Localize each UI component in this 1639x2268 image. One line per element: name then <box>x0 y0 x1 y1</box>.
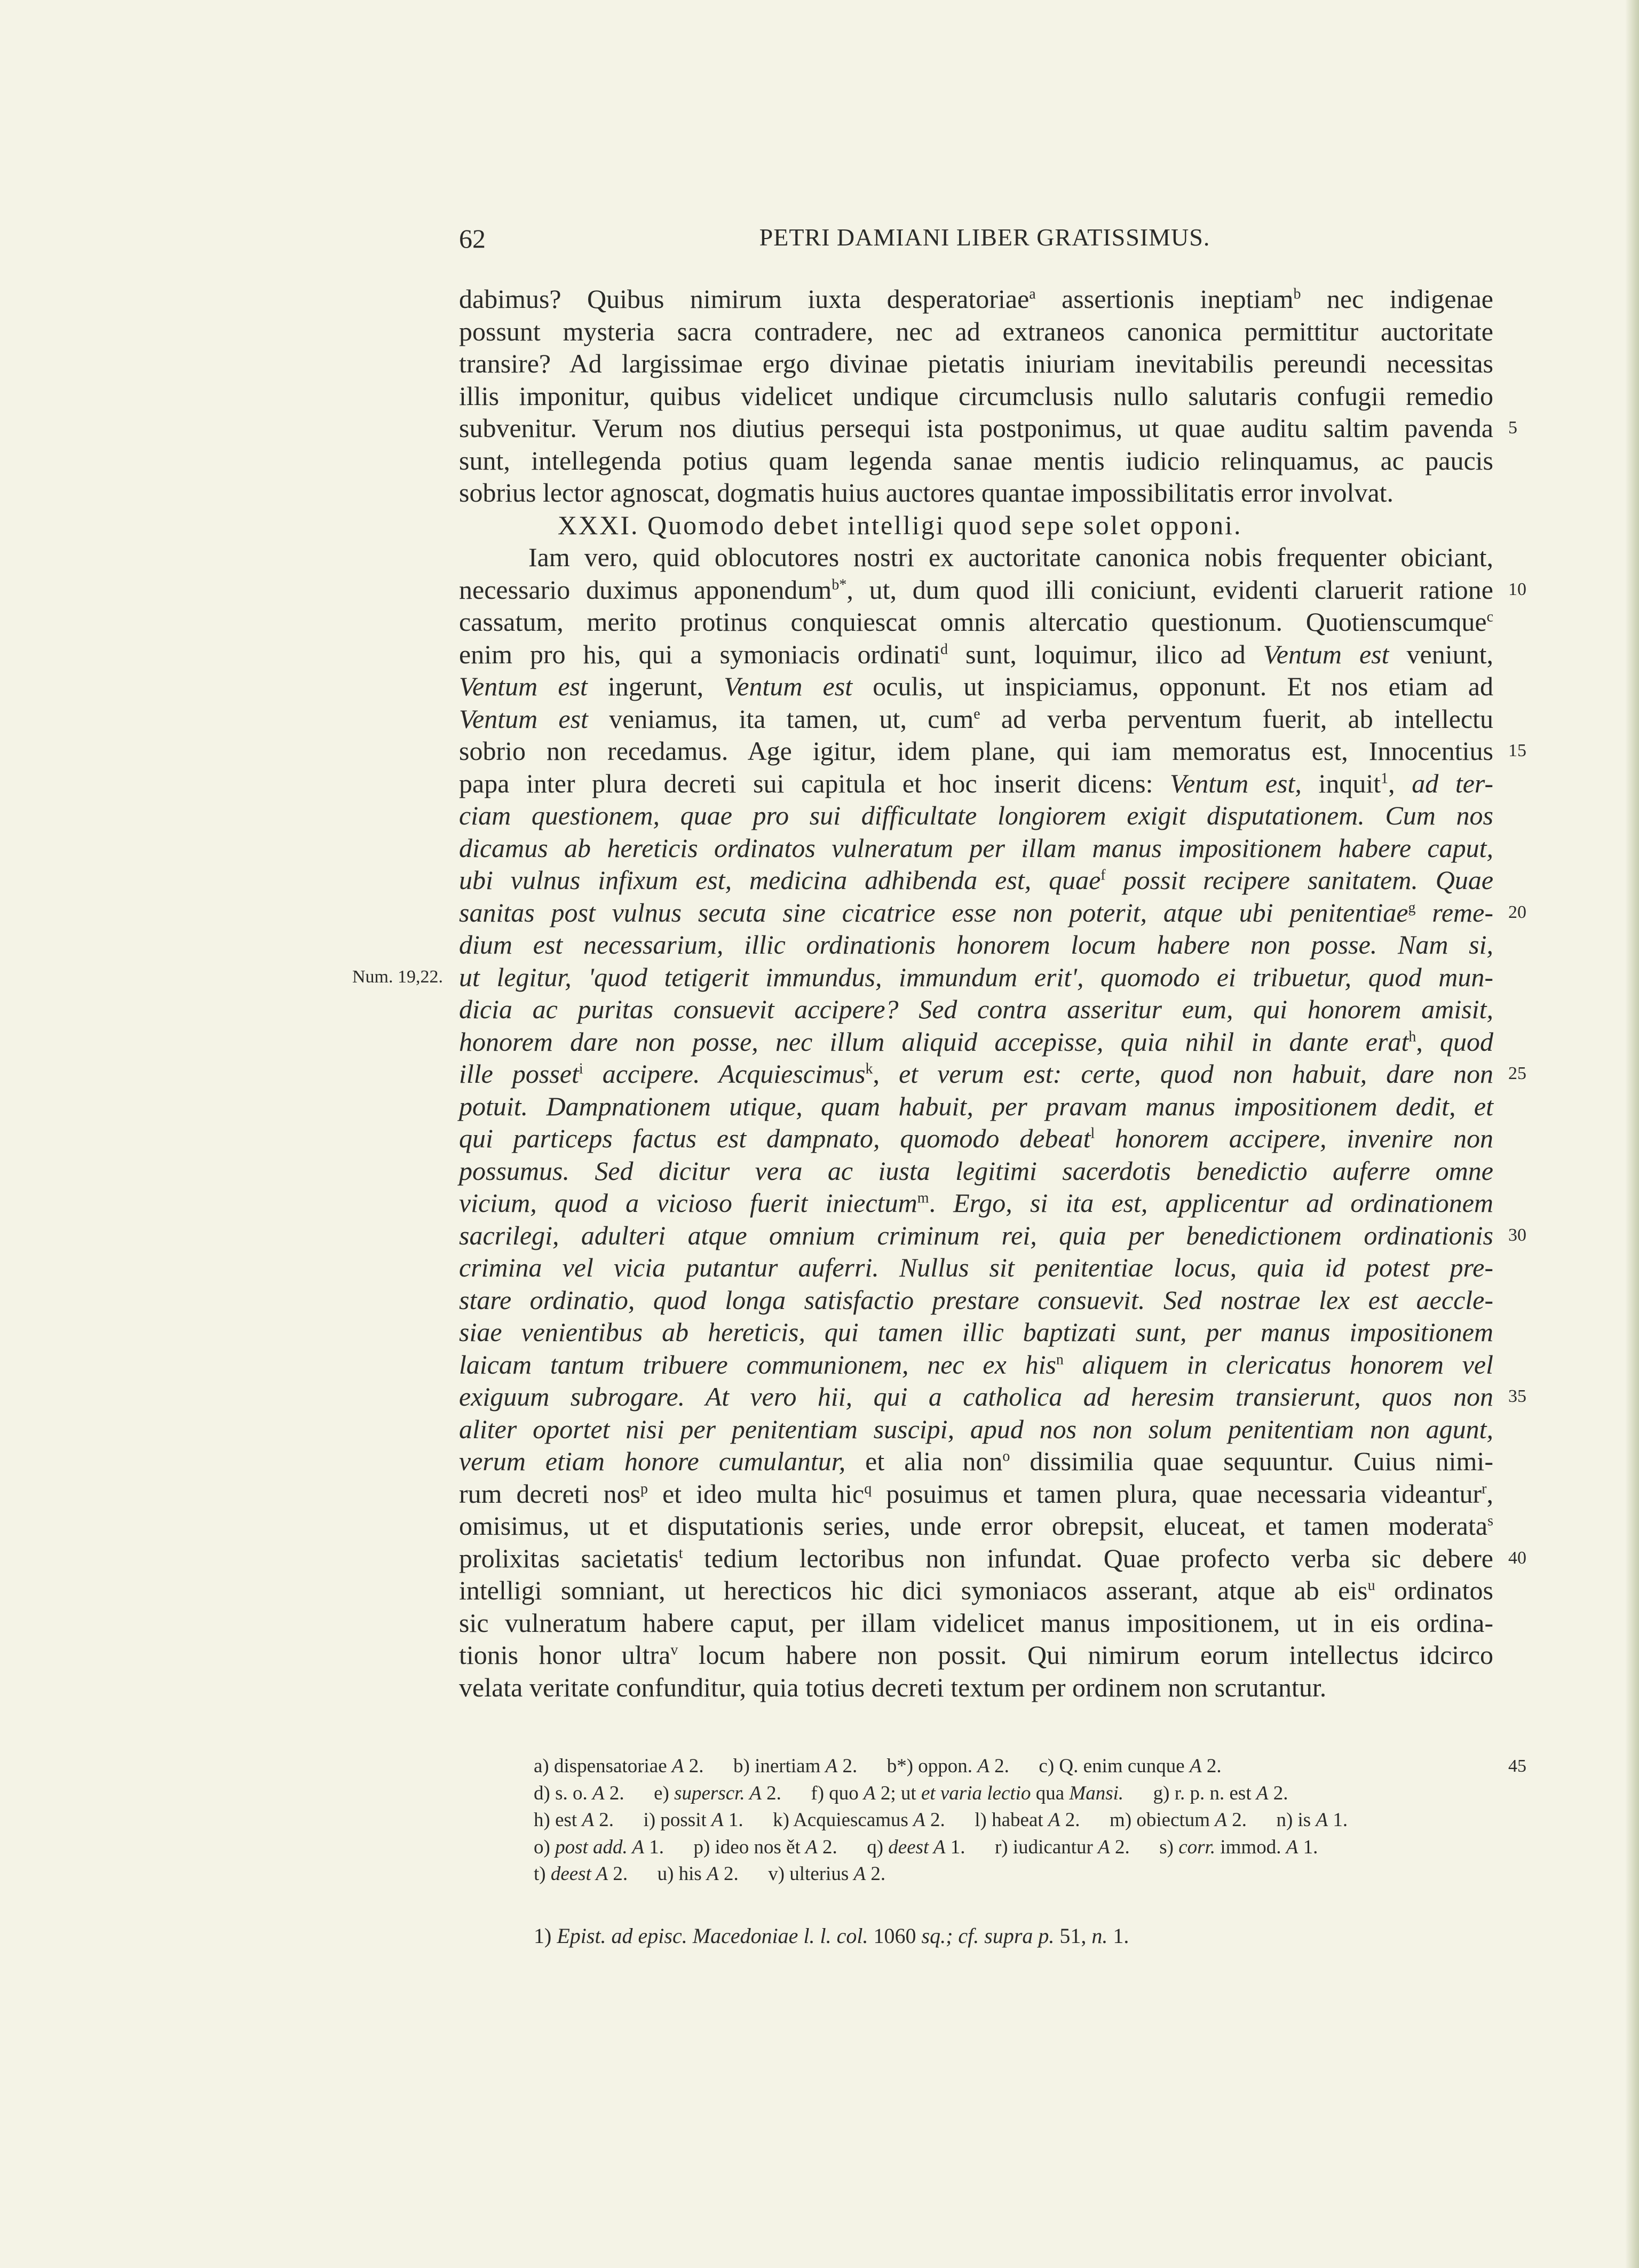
line-number: 45 <box>1508 1756 1526 1776</box>
text-line: rum decreti nos$^p$ et ideo multa hic$^q$ posuimus et tamen plura, quae necessaria videantur$^r$, <box>459 1478 1493 1509</box>
text-line: Ventum est ingerunt, Ventum est oculis, ut inspiciamus, opponunt. Et nos etiam ad <box>459 671 1493 701</box>
text-line: velata veritate confunditur, quia totius decreti textum per ordinem non scrutantur. <box>459 1672 1327 1702</box>
line-number: 10 <box>1508 579 1526 599</box>
text-line: enim pro his, qui a symoniacis ordinati$^d$ sunt, loquimur, ilico ad Ventum est veniunt, <box>459 639 1493 669</box>
source-footnote: 1) Epist. ad episc. Macedoniae l. l. col. 1060 sq.; cf. supra p. 51, n. 1. <box>534 1924 1129 1948</box>
line-number: 5 <box>1508 418 1517 438</box>
text-line: prolixitas sacietatis$^t$ tedium lectoribus non infundat. Quae profecto verba sic debere 40 <box>459 1542 1493 1575</box>
line-number: 30 <box>1508 1225 1526 1245</box>
text-line: ubi vulnus infixum est, medicina adhibenda est, quae$^f$ possit recipere sanitatem. Quae <box>459 865 1494 895</box>
text-line: honorem dare non posse, nec illum aliquid accepisse, quia nihil in dante erat$^h$, quod <box>459 1026 1494 1057</box>
text-line: intelligi somniant, ut herecticos hic dici symoniacos asserant, atque ab eis$^u$ ordinatos <box>459 1575 1493 1605</box>
apparatus-line: o) post add. A 1. p) ideo nos ět A 2. q) deest A 1. r) iudicantur A 2. s) corr. immod. A 1. <box>534 1836 1318 1858</box>
text-line: possumus. Sed dicitur vera ac iusta legitimi sacerdotis benedictio auferre omne <box>459 1155 1493 1186</box>
text-line: aliter oportet nisi per penitentiam suscipi, apud nos non solum penitentiam non agunt, <box>459 1414 1493 1444</box>
critical-apparatus <box>459 1753 1526 1888</box>
main-text <box>352 283 1526 1703</box>
text-line: illis imponitur, quibus videlicet undique circumclusis nullo salutaris confugii remedio <box>459 380 1493 411</box>
margin-reference: Num. 19,22. <box>352 966 443 987</box>
apparatus-line: t) deest A 2. u) his A 2. v) ulterius A 2. <box>534 1863 886 1885</box>
text-line: dabimus? Quibus nimirum iuxta desperatoriae$^a$ assertionis ineptiam$^b$ nec indigenae <box>459 284 1493 314</box>
text-line: ciam questionem, quae pro sui difficultate longiorem exigit disputationem. Cum nos <box>459 800 1493 830</box>
running-title: PETRI DAMIANI LIBER GRATISSIMUS. <box>759 224 1210 251</box>
chapter-heading: XXXI. Quomodo debet intelligi quod sepe solet opponi. <box>558 510 1242 540</box>
text-line: sic vulneratum habere caput, per illam videlicet manus impositionem, ut in eis ordina- <box>459 1607 1493 1638</box>
text-line: laicam tantum tribuere communionem, nec ex his$^n$ aliquem in clericatus honorem vel <box>459 1349 1493 1379</box>
page-edge <box>1625 0 1639 2268</box>
line-number: 25 <box>1508 1064 1526 1083</box>
text-line: sobrius lector agnoscat, dogmatis huius auctores quantae impossibilitatis error involvat. <box>459 478 1394 507</box>
text-line: sunt, intellegenda potius quam legenda sanae mentis iudicio relinquamus, ac paucis <box>459 445 1493 475</box>
text-line: cassatum, merito protinus conquiescat omnis altercatio questionum. Quotienscumque$^c$ <box>459 607 1493 637</box>
text-line: ut legitur, 'quod tetigerit immundus, immundum erit', quomodo ei tribuetur, quod mun- Num. 19,22. <box>459 961 1493 994</box>
text-line: transire? Ad largissimae ergo divinae pietatis iniuriam inevitabilis pereundi necessitas <box>459 348 1493 378</box>
text-line: potuit. Dampnationem utique, quam habuit, per pravam manus impositionem dedit, et <box>459 1091 1493 1121</box>
line-number: 35 <box>1508 1386 1526 1406</box>
text-line: siae venientibus ab hereticis, qui tamen illic baptizati sunt, per manus impositionem <box>459 1317 1493 1347</box>
page-header <box>459 223 1510 255</box>
line-number: 20 <box>1508 902 1526 922</box>
apparatus-line: h) est A 2. i) possit A 1. k) Acquiescamus A 2. l) habeat A 2. m) obiectum A 2. n) is A 1. <box>534 1809 1348 1831</box>
text-line: crimina vel vicia putantur auferri. Nullus sit penitentiae locus, quia id potest pre- <box>459 1252 1493 1282</box>
text-line: sanitas post vulnus secuta sine cicatrice esse non poterit, atque ubi penitentiae$^g$ reme- 20 <box>459 897 1493 929</box>
text-line: exiguum subrogare. At vero hii, qui a catholica ad heresim transierunt, quos non 35 <box>459 1381 1493 1413</box>
text-line: necessario duximus apponendum$^{b*}$, ut, dum quod illi coniciunt, evidenti claruerit ratione 10 <box>459 574 1493 606</box>
text-line: subvenitur. Verum nos diutius persequi ista postponimus, ut quae auditu saltim pavenda 5 <box>459 412 1493 445</box>
text-line: dium est necessarium, illic ordinationis honorem locum habere non posse. Nam si, <box>459 930 1493 959</box>
text-line: sobrio non recedamus. Age igitur, idem plane, qui iam memoratus est, Innocentius 15 <box>459 735 1493 767</box>
apparatus-line: d) s. o. A 2. e) superscr. A 2. f) quo A 2; ut et varia lectio qua Mansi. g) r. p. n. est A 2. <box>534 1782 1288 1804</box>
line-number: 40 <box>1508 1548 1526 1568</box>
text-line: omisimus, ut et disputationis series, unde error obrepsit, eluceat, et tamen moderata$^s$ <box>459 1511 1493 1541</box>
text-line: ille posset$^i$ accipere. Acquiescimus$^k$, et verum est: certe, quod non habuit, dare non 25 <box>459 1058 1493 1090</box>
text-line: verum etiam honore cumulantur, et alia non$^o$ dissimilia quae sequuntur. Cuius nimi- <box>459 1446 1493 1476</box>
page-number: 62 <box>459 224 486 253</box>
text-line: dicia ac puritas consuevit accipere? Sed contra asseritur eum, qui honorem amisit, <box>459 994 1493 1024</box>
apparatus-line: a) dispensatoriae A 2. b) inertiam A 2. b*) oppon. A 2. c) Q. enim cunque A 2. 45 <box>459 1753 1493 1780</box>
text-line: stare ordinatio, quod longa satisfactio prestare consuevit. Sed nostrae lex est aeccle- <box>459 1284 1493 1315</box>
text-line: possunt mysteria sacra contradere, nec ad extraneos canonica permittitur auctoritate <box>459 316 1493 346</box>
text-line: vicium, quod a vicioso fuerit iniectum$^m$. Ergo, si ita est, applicentur ad ordinationem <box>459 1188 1494 1218</box>
text-line: sacrilegi, adulteri atque omnium criminum rei, quia per benedictionem ordinationis 30 <box>459 1219 1493 1252</box>
text-line: Ventum est veniamus, ita tamen, ut, cum$^e$ ad verba perventum fuerit, ab intellectu <box>459 703 1493 734</box>
text-line: dicamus ab hereticis ordinatos vulneratum per illam manus impositionem habere caput, <box>459 832 1493 863</box>
text-line: qui particeps factus est dampnato, quomodo debeat$^l$ honorem accipere, invenire non <box>459 1123 1493 1153</box>
line-number: 15 <box>1508 741 1526 760</box>
text-line: Iam vero, quid oblocutores nostri ex auctoritate canonica nobis frequenter obiciant, <box>528 542 1493 572</box>
text-line: tionis honor ultra$^v$ locum habere non possit. Qui nimirum eorum intellectus idcirco <box>459 1640 1493 1670</box>
text-line: papa inter plura decreti sui capitula et hoc inserit dicens: Ventum est, inquit$^1$, ad ter- <box>459 768 1494 798</box>
